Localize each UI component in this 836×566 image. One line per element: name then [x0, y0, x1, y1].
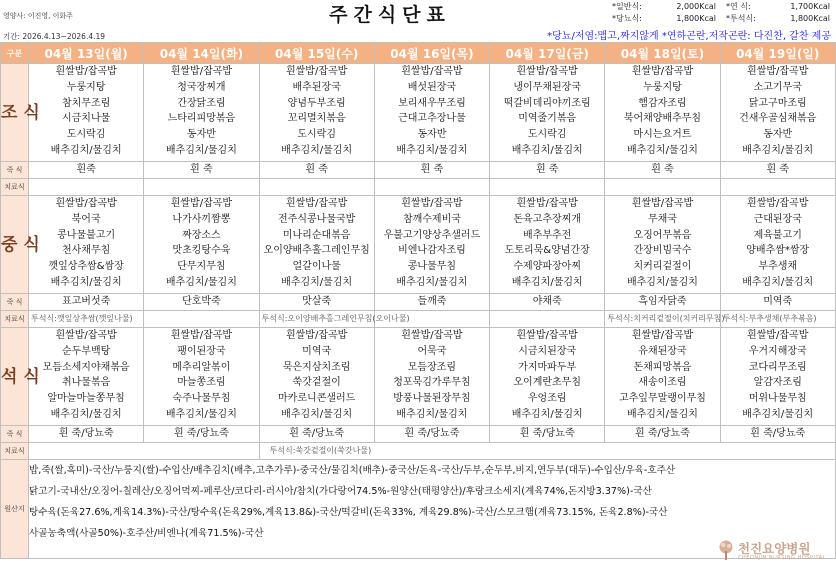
menu-item: 흰쌀밥/잡곡밥 [55, 66, 117, 77]
hospital-name: 천진요양병원 [738, 541, 811, 556]
origin-info [29, 460, 836, 559]
menu-item: 흰쌀밥/잡곡밥 [170, 198, 233, 209]
porridge-item: 미역죽 [720, 294, 835, 311]
menu-item: 마늘쫑조림 [177, 377, 226, 389]
porridge-label: 죽 식 [1, 162, 29, 179]
menu-item: 냉이무채된장국 [513, 81, 581, 93]
menu-item: 북어국 [71, 213, 101, 225]
menu-item: 흰쌀밥/잡곡밥 [401, 330, 463, 341]
day-menu [374, 64, 489, 162]
day-header: 04월 14일(화) [144, 43, 259, 64]
menu-item: 흰쌀밥/잡곡밥 [401, 198, 463, 209]
therapy-note: 투석식:쑥갓겉절이(쑥갓나물) [259, 443, 835, 460]
day-menu [259, 328, 374, 426]
porridge-item: 흰 죽 [259, 162, 374, 179]
menu-item: 배추김치/물김치 [281, 276, 353, 288]
menu-item: 간장닭조림 [177, 97, 226, 109]
menu-item: 배추김치/물김치 [281, 408, 353, 420]
menu-item: 배추김치/물김치 [742, 144, 814, 156]
therapy-label: 치료식 [1, 443, 29, 460]
menu-item: 콩나물무침 [407, 261, 457, 273]
menu-item: 흰쌀밥/잡곡밥 [401, 66, 463, 77]
menu-item: 모듬장조림 [407, 361, 457, 373]
menu-item: 흰쌀밥/잡곡밥 [516, 330, 578, 341]
menu-item: 흰쌀밥/잡곡밥 [55, 198, 117, 209]
kcal-label: *당뇨식: [612, 14, 642, 23]
therapy-item [720, 179, 835, 196]
breakfast-porridge-row [1, 162, 836, 179]
kcal-value: 1,800Kcal [676, 14, 716, 23]
porridge-item: 흑임자닭죽 [605, 294, 720, 311]
menu-item: 미역국 [302, 345, 332, 357]
menu-item: 순두부백탕 [61, 345, 111, 357]
therapy-item [490, 311, 605, 328]
porridge-item: 단호박죽 [144, 294, 259, 311]
menu-item: 어묵국 [417, 345, 447, 357]
menu-item: 마시는요거트 [633, 129, 692, 141]
menu-item: 모듬소세지야채볶음 [42, 361, 130, 373]
day-header-row [1, 43, 836, 64]
menu-item: 배추김치/물김치 [511, 276, 583, 288]
menu-item: 동자반 [417, 129, 447, 141]
day-menu [605, 196, 720, 294]
therapy-item: 투석식:부추생채(부추볶음) [720, 311, 835, 328]
menu-item: 배추김치/물김치 [165, 408, 237, 420]
menu-item: 깻잎상추쌈&쌈장 [48, 261, 124, 273]
menu-item: 동자반 [186, 129, 216, 141]
porridge-item: 들깨죽 [374, 294, 489, 311]
menu-item: 흰쌀밥/잡곡밥 [516, 198, 578, 209]
therapy-item: 투석식:깻잎상추쌈(깻잎나물) [29, 311, 144, 328]
therapy-item [259, 179, 374, 196]
porridge-item: 흰죽 [29, 162, 144, 179]
day-menu [259, 64, 374, 162]
menu-item: 배추된장국 [292, 81, 341, 93]
therapy-empty [29, 443, 260, 460]
porridge-item: 흰 죽/당뇨죽 [720, 426, 835, 443]
day-header: 04월 13일(월) [29, 43, 144, 64]
dietitian-names: 영양사: 이진영, 이화주 [3, 12, 73, 20]
menu-item: 누룽지탕 [643, 81, 682, 93]
kcal-col-1 [612, 1, 716, 25]
menu-item: 숙주나물무침 [172, 393, 231, 405]
porridge-item: 흰 죽/당뇨죽 [374, 426, 489, 443]
menu-item: 배추김치/물김치 [511, 408, 583, 420]
menu-item: 우거지해장국 [748, 345, 807, 357]
therapy-item: 투석식:오이양배추홀그레인무침(오이나물) [259, 311, 374, 328]
day-header: 04월 19일(일) [720, 43, 835, 64]
menu-item: 배추김치/물김치 [511, 144, 583, 156]
kcal-value: 2,000Kcal [676, 2, 716, 11]
menu-item: 쑥갓겉절이 [292, 377, 341, 389]
menu-item: 배추김치/물김치 [50, 276, 122, 288]
origin-line: 사골농축액(사골50%)-호주산/비엔나(계육71.5%)-국산 [29, 528, 264, 539]
menu-item: 부추생채 [758, 261, 798, 273]
porridge-item: 흰 죽 [144, 162, 259, 179]
menu-item: 흰쌀밥/잡곡밥 [55, 330, 117, 341]
menu-item: 흰쌀밥/잡곡밥 [631, 198, 694, 209]
menu-item: 햄감자조림 [638, 97, 687, 109]
menu-item: 짜장소스 [182, 229, 221, 241]
therapy-item [144, 179, 259, 196]
menu-item: 콩나물불고기 [57, 229, 116, 241]
menu-item: 흰쌀밥/잡곡밥 [285, 66, 348, 77]
menu-item: 오이양배추홀그레인무침 [263, 245, 370, 257]
kcal-col-2 [726, 1, 830, 25]
menu-item: 방풍나물된장무침 [393, 393, 471, 405]
therapy-label: 치료식 [1, 311, 29, 328]
menu-item: 건새우골심채볶음 [739, 113, 817, 125]
menu-item: 흰쌀밥/잡곡밥 [747, 330, 809, 341]
menu-item: 치커리겉절이 [633, 261, 692, 273]
menu-item: 미나리순대볶음 [282, 229, 351, 241]
kcal-label: *연 식: [726, 2, 751, 11]
porridge-item: 흰 죽/당뇨죽 [144, 426, 259, 443]
menu-item: 얼갈이나물 [292, 261, 341, 273]
lunch-therapy-row [1, 311, 836, 328]
menu-item: 떡갈비데리야끼조림 [503, 97, 591, 109]
day-menu [720, 64, 835, 162]
day-header: 04월 18일(토) [605, 43, 720, 64]
menu-item: 취나물볶음 [61, 377, 111, 389]
day-menu [374, 196, 489, 294]
porridge-label: 죽 식 [1, 426, 29, 443]
menu-item: 도토리묵&양념간장 [504, 245, 590, 257]
porridge-item: 흰 죽 [605, 162, 720, 179]
hospital-logo [718, 538, 832, 564]
lunch-porridge-row [1, 294, 836, 311]
porridge-item: 표고버섯죽 [29, 294, 144, 311]
porridge-label: 죽 식 [1, 294, 29, 311]
menu-item: 닭고구마조림 [748, 97, 807, 109]
lunch-menu-row [1, 196, 836, 294]
menu-item: 머위나물무침 [748, 393, 807, 405]
menu-item: 마카로니콘샐러드 [278, 393, 356, 405]
origin-label: 원산지 [1, 460, 29, 559]
menu-item: 흰쌀밥/잡곡밥 [170, 330, 233, 341]
porridge-item: 흰 죽 [490, 162, 605, 179]
origin-line: 닭고기-국내산/오징어-칠레산/오징어먹찌-페루산/코다리-러시아/참치(가다랑어74.5%-원양산(태평양산)/후랑크소세지(계육74%,돈지방3.37%)-국산 [29, 486, 652, 497]
menu-item: 고추잎무말랭이무침 [618, 393, 706, 405]
kcal-label: *일반식: [612, 2, 642, 11]
menu-item: 흰쌀밥/잡곡밥 [747, 66, 809, 77]
weekly-menu-table [0, 42, 836, 559]
menu-item: 배섯된장국 [407, 81, 457, 93]
menu-item: 배추김치/물김치 [626, 144, 698, 156]
category-header: 구분 [1, 43, 29, 64]
kcal-value: 1,800Kcal [790, 14, 830, 23]
menu-item: 근대된장국 [753, 213, 802, 225]
menu-item: 팽이된장국 [177, 345, 226, 357]
day-header: 04월 16일(목) [374, 43, 489, 64]
menu-item: 배추김치/물김치 [626, 276, 698, 288]
menu-item: 흰쌀밥/잡곡밥 [631, 330, 694, 341]
day-header: 04월 15일(수) [259, 43, 374, 64]
tree-logo-icon [718, 540, 734, 562]
origin-line: 밥,죽(쌀,흑미)-국산/누룽지(쌀)-수입산/배추김치(배추,고추가루)-중국산/물김치(배추)-중국산/돈육-국산/두부,순두부,비지,연두부(대두)-수입산/우육-호주산 [29, 465, 676, 476]
menu-item: 북어채양배추무침 [623, 113, 702, 125]
menu-item: 전주식콩나물국밥 [278, 213, 356, 225]
day-menu [605, 64, 720, 162]
menu-item: 흰쌀밥/잡곡밥 [747, 198, 809, 209]
menu-item: 흰쌀밥/잡곡밥 [285, 198, 348, 209]
porridge-item: 흰 죽 [720, 162, 835, 179]
menu-item: 맛초킹탕수육 [172, 245, 231, 257]
breakfast-label: 조 식 [1, 64, 29, 162]
therapy-item [144, 311, 259, 328]
hospital-english-name: CHEONJIN NURSING HOSPITAL [738, 555, 826, 561]
dinner-menu-row [1, 328, 836, 426]
menu-item: 배추김치/물김치 [396, 144, 468, 156]
menu-item: 비엔나감자조림 [398, 245, 466, 257]
menu-item: 도시락김 [66, 129, 106, 141]
breakfast-menu-row [1, 64, 836, 162]
porridge-item: 흰 죽/당뇨죽 [259, 426, 374, 443]
menu-item: 흰쌀밥/잡곡밥 [631, 66, 694, 77]
menu-item: 동자반 [763, 129, 793, 141]
therapy-item: 투석식:치커리겉절이(치커리무침) [605, 311, 720, 328]
porridge-item: 흰 죽/당뇨죽 [29, 426, 144, 443]
menu-item: 무채국 [647, 213, 677, 225]
menu-item: 배추김치/물김치 [396, 408, 468, 420]
menu-item: 배추김치/물김치 [50, 144, 122, 156]
day-menu [144, 64, 259, 162]
menu-item: 시금치나물 [61, 113, 111, 125]
menu-item: 도시락김 [297, 129, 336, 141]
menu-item: 근대고추장나물 [398, 113, 466, 125]
menu-item: 가지마파두부 [518, 361, 577, 373]
menu-item: 새송이조림 [638, 377, 687, 389]
menu-item: 배추김치/물김치 [742, 408, 814, 420]
therapy-item [29, 179, 144, 196]
therapy-label: 치료식 [1, 179, 29, 196]
menu-item: 돈육고추장찌개 [513, 213, 581, 225]
menu-item: 오징어무볶음 [633, 229, 692, 241]
menu-item: 제육불고기 [753, 229, 802, 241]
menu-item: 수제양파장아찌 [513, 261, 581, 273]
menu-item: 도시락김 [527, 129, 567, 141]
dinner-label: 석 식 [1, 328, 29, 426]
day-header: 04월 17일(금) [490, 43, 605, 64]
porridge-item: 맛살죽 [259, 294, 374, 311]
menu-item: 묵은지삼치조림 [282, 361, 351, 373]
menu-item: 오이계란초무침 [513, 377, 581, 389]
menu-item: 우불고기양상추샐러드 [383, 229, 481, 241]
menu-item: 배추김치/물김치 [165, 144, 237, 156]
therapy-item [605, 179, 720, 196]
page-title: 주간식단표 [329, 4, 451, 26]
header [0, 0, 835, 42]
menu-period: 기간: 2026.4.13~2026.4.19 [3, 32, 106, 41]
menu-item: 시금치된장국 [518, 345, 577, 357]
menu-item: 배추김치/물김치 [281, 144, 353, 156]
kcal-value: 1,700Kcal [790, 2, 830, 11]
menu-item: 흰쌀밥/잡곡밥 [170, 66, 233, 77]
porridge-item: 야채죽 [490, 294, 605, 311]
menu-item: 배추김치/물김치 [626, 408, 698, 420]
menu-item: 소고기무국 [753, 81, 802, 93]
menu-item: 청포묵김가루무침 [393, 377, 471, 389]
day-menu [720, 328, 835, 426]
origin-row [1, 460, 836, 559]
menu-item: 흰쌀밥/잡곡밥 [285, 330, 348, 341]
dinner-therapy-row [1, 443, 836, 460]
day-menu [29, 328, 144, 426]
therapy-item [374, 179, 489, 196]
menu-item: 메추리알볶이 [172, 361, 231, 373]
diet-note: *당뇨/저염:맵고,짜지않게 *연하곤란,저작곤란: 다진찬, 갈찬 제공 [547, 31, 831, 42]
porridge-item: 흰 죽/당뇨죽 [490, 426, 605, 443]
menu-item: 천사채무침 [61, 245, 111, 257]
menu-item: 유채된장국 [638, 345, 687, 357]
menu-item: 배추김치/물김치 [742, 276, 814, 288]
menu-item: 배추부추전 [523, 229, 572, 241]
lunch-label: 중 식 [1, 196, 29, 294]
menu-item: 나가사끼짬뽕 [172, 213, 231, 225]
menu-item: 미역줄기볶음 [518, 113, 577, 125]
menu-item: 알마늘마늘쫑무침 [47, 393, 125, 405]
kcal-label: *투석식: [726, 14, 756, 23]
day-menu [29, 196, 144, 294]
menu-item: 단무지무침 [177, 261, 226, 273]
day-menu [29, 64, 144, 162]
menu-item: 양념두부조림 [287, 97, 346, 109]
menu-item: 배추김치/물김치 [396, 276, 468, 288]
porridge-item: 흰 죽 [374, 162, 489, 179]
day-menu [605, 328, 720, 426]
menu-item: 누룽지탕 [66, 81, 106, 93]
day-menu [144, 196, 259, 294]
origin-line: 탕수육(돈육27.6%,계육14.3%)-국산/탕수육(돈육29%,계육13.8&)-국산/떡갈비(돈육33%, 계육29.8%)-국산/스모크햄(계육73.15%, 돈육2.8%)-국산 [29, 507, 668, 518]
day-menu [490, 64, 605, 162]
menu-item: 보리새우무조림 [398, 97, 466, 109]
menu-item: 흰쌀밥/잡곡밥 [516, 66, 578, 77]
therapy-item [490, 179, 605, 196]
menu-item: 참치무조림 [61, 97, 111, 109]
porridge-item: 흰 죽/당뇨죽 [605, 426, 720, 443]
menu-item: 꼬리멸치볶음 [287, 113, 346, 125]
day-menu [144, 328, 259, 426]
menu-item: 양배추쌈*쌈장 [746, 245, 810, 257]
day-menu [490, 328, 605, 426]
menu-item: 참깨수제비국 [402, 213, 461, 225]
day-menu [720, 196, 835, 294]
day-menu [490, 196, 605, 294]
menu-item: 배추김치/물김치 [50, 408, 122, 420]
day-menu [374, 328, 489, 426]
breakfast-therapy-row [1, 179, 836, 196]
menu-item: 돈채피망볶음 [633, 361, 692, 373]
menu-item: 코다리무조림 [748, 361, 807, 373]
menu-item: 알감자조림 [753, 377, 802, 389]
menu-item: 느타리피망볶음 [167, 113, 236, 125]
menu-item: 배추김치/물김치 [165, 276, 237, 288]
menu-item: 청국장찌개 [177, 81, 226, 93]
day-menu [259, 196, 374, 294]
dinner-porridge-row [1, 426, 836, 443]
menu-item: 간장비빔국수 [633, 245, 692, 257]
menu-item: 우엉조림 [527, 393, 567, 405]
